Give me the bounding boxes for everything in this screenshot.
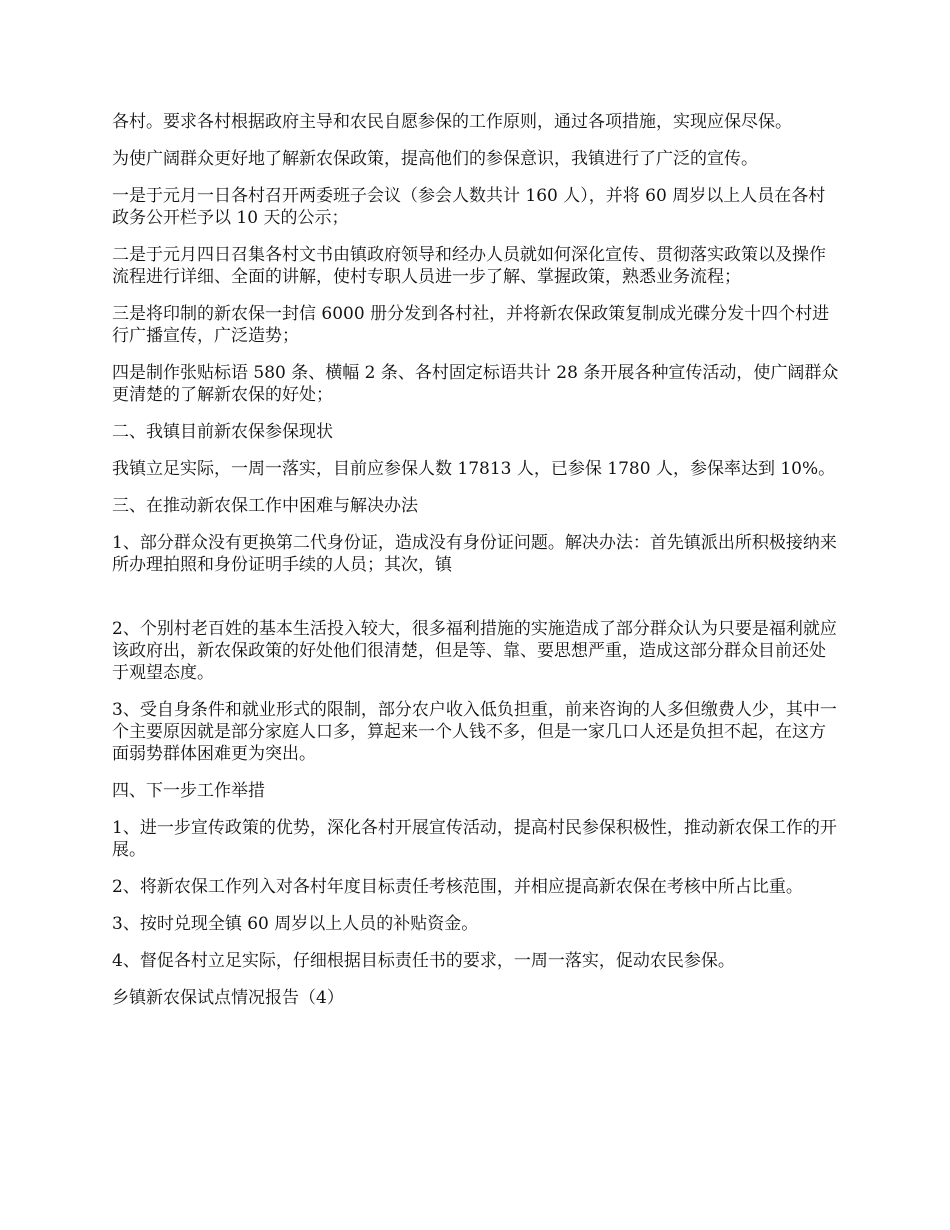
paragraph-status: 我镇立足实际，一周一落实，目前应参保人数 17813 人，已参保 1780 人，参保率达到 10%。 (112, 459, 836, 479)
paragraph-publicity-intro: 为使广阔群众更好地了解新农保政策，提高他们的参保意识，我镇进行了广泛的宣传。 (112, 149, 758, 169)
paragraph-step-2: 2、将新农保工作列入对各村年度目标责任考核范围，并相应提高新农保在考核中所占比重。 (112, 877, 803, 897)
paragraph-step-1: 1、进一步宣传政策的优势，深化各村开展宣传活动，提高村民参保积极性，推动新农保工作的开展。 (112, 818, 837, 860)
section-heading-status: 二、我镇目前新农保参保现状 (112, 422, 333, 442)
report-title-footer: 乡镇新农保试点情况报告（4） (112, 988, 344, 1008)
paragraph-publicity-item-3: 三是将印制的新农保一封信 6000 册分发到各村社，并将新农保政策复制成光碟分发十四个村进行广播宣传，广泛造势； (112, 304, 830, 346)
paragraph-intro-continuation: 各村。要求各村根据政府主导和农民自愿参保的工作原则，通过各项措施，实现应保尽保。 (112, 112, 792, 132)
paragraph-step-3: 3、按时兑现全镇 60 周岁以上人员的补贴资金。 (112, 914, 479, 934)
paragraph-difficulty-1: 1、部分群众没有更换第二代身份证，造成没有身份证问题。解决办法：首先镇派出所积极接纳来所办理拍照和身份证明手续的人员；其次，镇 (112, 533, 837, 575)
paragraph-difficulty-2: 2、个别村老百姓的基本生活投入较大，很多福利措施的实施造成了部分群众认为只要是福利就应该政府出，新农保政策的好处他们很清楚，但是等、靠、要思想严重，造成这部分群众目前还处于观望态度。 (112, 619, 837, 683)
section-heading-next-steps: 四、下一步工作举措 (112, 781, 265, 801)
paragraph-publicity-item-1: 一是于元月一日各村召开两委班子会议（参会人数共计 160 人），并将 60 周岁以上人员在各村政务公开栏予以 10 天的公示； (112, 186, 826, 228)
document-page (112, 111, 842, 1024)
paragraph-publicity-item-4: 四是制作张贴标语 580 条、横幅 2 条、各村固定标语共计 28 条开展各种宣传活动，使广阔群众更清楚的了解新农保的好处； (112, 363, 839, 405)
paragraph-difficulty-3: 3、受自身条件和就业形式的限制，部分农户收入低负担重，前来咨询的人多但缴费人少，其中一个主要原因就是部分家庭人口多，算起来一个人钱不多，但是一家几口人还是负担不起，在这方面弱势群体困难更为突出。 (112, 700, 837, 764)
paragraph-step-4: 4、督促各村立足实际，仔细根据目标责任书的要求，一周一落实，促动农民参保。 (112, 951, 735, 971)
section-heading-difficulties: 三、在推动新农保工作中困难与解决办法 (112, 496, 418, 516)
paragraph-publicity-item-2: 二是于元月四日召集各村文书由镇政府领导和经办人员就如何深化宣传、贯彻落实政策以及操作流程进行详细、全面的讲解，使村专职人员进一步了解、掌握政策，熟悉业务流程； (112, 245, 826, 287)
